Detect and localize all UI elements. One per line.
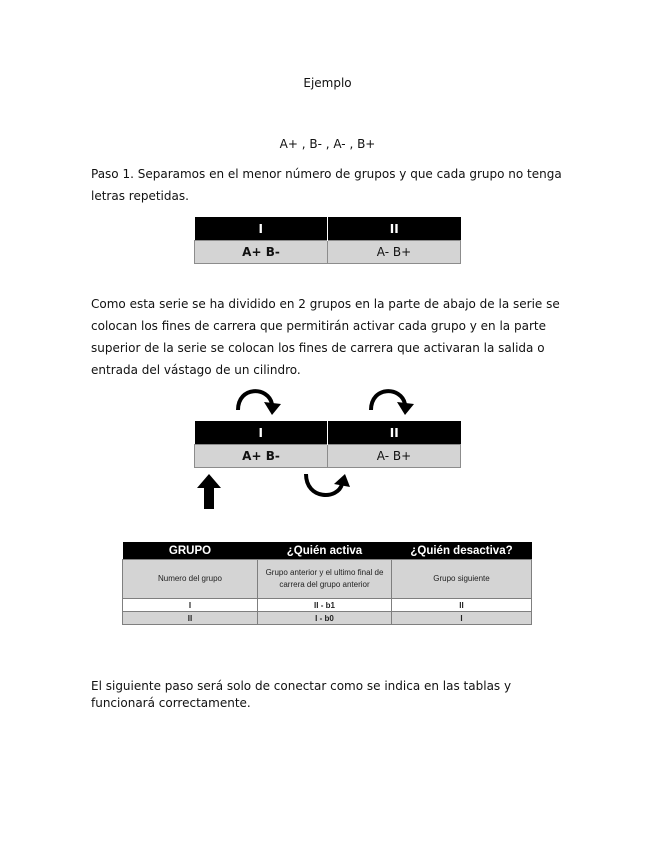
curved-arrow-right-icon [361,388,421,420]
group-cell-2: A- B+ [328,445,461,468]
table-cell: II [123,612,258,625]
curved-arrow-up-icon [296,470,356,502]
step1-paragraph: Paso 1. Separamos en el menor número de grupos y que cada grupo no tenga letras repetidas. [91,167,562,203]
group-table [194,217,461,264]
table-cell: Grupo anterior y el ultimo final de carrera del grupo anterior [258,560,392,599]
table-row [123,560,532,599]
group-header-2: II [328,421,461,445]
group-header-2: II [328,217,461,241]
table-cell: I [392,612,532,625]
group-header-1: I [195,421,328,445]
explanation-paragraph: Como esta serie se ha dividido en 2 grupos en la parte de abajo de la serie se colocan los fines de carrera que permitirán activar cada grupo y en la parte superior de la serie se colocan los fines de carrera que activaran la salida o entrada del vástago de un cilindro. [91,297,560,377]
table-cell: II - b1 [258,599,392,612]
closing-paragraph: El siguiente paso será solo de conectar como se indica en las tablas y funcionará correctamente. [91,679,512,710]
group-cell-1: A+ B- [195,241,328,264]
table-cell: Grupo siguiente [392,560,532,599]
activation-table [122,542,532,625]
table-cell: II [392,599,532,612]
group-header-1: I [195,217,328,241]
activation-header-deactivates: ¿Quién desactiva? [392,542,532,560]
curved-arrow-right-icon [228,388,288,420]
group-table-diagram [194,421,461,468]
table-row [123,612,532,625]
group-cell-1: A+ B- [195,445,328,468]
activation-header-activates: ¿Quién activa [258,542,392,560]
table-row [123,599,532,612]
table-cell: Numero del grupo [123,560,258,599]
sequence-text: A+ , B- , A- , B+ [279,137,376,151]
up-arrow-icon [196,474,222,510]
table-cell: I - b0 [258,612,392,625]
page-title: Ejemplo [303,76,352,90]
activation-header-group: GRUPO [123,542,258,560]
table-cell: I [123,599,258,612]
group-cell-2: A- B+ [328,241,461,264]
